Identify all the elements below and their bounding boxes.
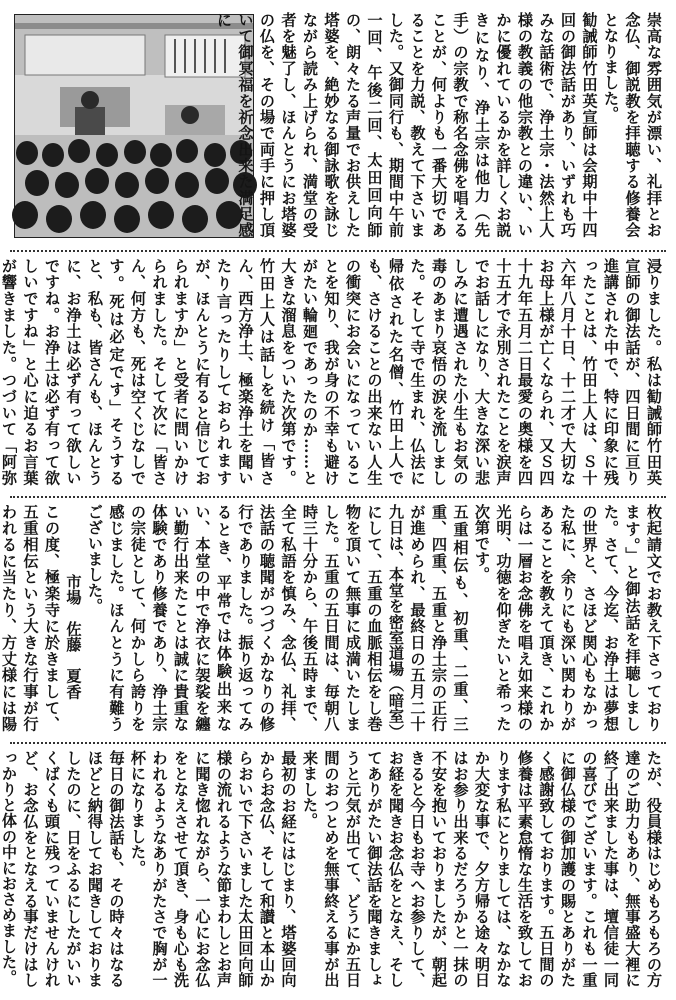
row3-paragraph-2: 五重相伝も、初重、二重、三重、四重、五重と浄土宗の正行が進められ、最終日の五月二十九日は、本堂を密室道場（暗室）にして、五重の血脈相伝をし巻物を頂いて無事に成満いたしました。五重の五日間は、毎朝八時三十分から、午後五時まで、全て私語を慎み、念仏、礼拝、法話の聴聞がつづくかなりの修行でありました。振り返ってみるとき、平常では体験出来ない、本堂の中で浄衣に袈裟を纏い勤行出来たことは誠に貴重な体験であり修養であり、浄土宗の宗徒として、何かしら誇りを感じました。ほんとうに有難うございました。 [86,504,470,732]
row3-paragraph-3: この度、極楽寺に於きまして、五重相伝という大きな行事が行われるに当たり、方丈様には陽 [0,504,61,732]
divider-1 [10,250,666,252]
divider-3 [10,742,666,744]
row1-text [215,12,664,238]
row4-paragraph-3: 毎日の御法話も、その時々はなるほどと納得してお聞きしておりましたのに、日をふるにしたがいいくばくも頭に残っていませんけれど、お念仏をとなえる事だけはしっかりと体の中におさめました。 [0,750,126,988]
row3-signature: 市場 佐藤 夏香 [64,574,83,700]
row4-text [0,750,664,988]
row2-text [0,258,664,486]
row1-paragraph-1: 崇高な雰囲気が漂い、礼拝とお念仏、御説教を拝聴する修養会となりました。 [602,12,663,238]
row1-paragraph-2: 勧誡師竹田英宣師は会期中十四回の御法話があり、いずれも巧みな話術で、浄土宗・法然上人様の教義の他宗教との違い、いかに優れているかを詳しくお説きになり、浄土宗は他力（先手）の宗教で称名念佛を唱えることが、何よりも一番大切であることを力説、教えて下さいました。又御同行も、期間中午前一回、午後二回、太田回向師の、朗々たる声量でお供えした塔婆を、絶妙なる御詠歌を詠じながら読み上げられ、満堂の受者を魅了し、ほんとうにお塔婆の仏を、その場で両手に押し頂いて御冥福を祈念出来た満足感に [215,12,599,238]
divider-2 [10,496,666,498]
row4-paragraph-1: たが、役員様はじめもろもろの方達のご助力もあり、無事盛大裡に終了出来ました事は、壇信徒一同の喜びでございます。これも一重に御仏様の御加護の賜とありがたく感謝致しております。五日間の修養は平素怠惰な生活を致しております私にとりましては、なかなか大変な事で、夕方帰る途々明日はお参り出来るだろうかと一抹の不安を抱いておりましたが、朝起きると今日もお寺へお参りして、お経を聞きお念仏をとなえ、そしてありがたい御法話を聞きましょうと元気が出てて、どうにか五日間のおつとめを無事終える事が出来ました。 [301,750,663,988]
row4-paragraph-2: 最初のお経にはじまり、塔婆回向からお念仏、そして和讃と本山からおいで下さいました太田回向師様の流れるような節まわしとお声に聞き惚れながら、一心にお念仏をとなえさせて頂き、身も心も洗われるようなありがたさで胸が一杯になりました。 [129,750,298,988]
row2-paragraph-1: 浸りました。私は勧誡師竹田英宣師の御法話が、四日間に亘り進講された中で、特に印象に残ったことは、竹田上人は、Ｓ十六年八月十日、十二才で大切なお母上様が亡くなられ、又Ｓ四十九年五月二日最愛の奥様を四十五才で永別されたことを涙声でお話しになり、大きな深い悲しみに遭遇された小生もお気の毒のあまり哀悟の涙を流しました。そして寺で生まれ、仏法に帰依された名僧、竹田上人でも、さけることの出来ない人生の衝突にお会いになっていることを知り、我が身の不幸も避けがたい輪廻であったのか……と大きな溜息をついた次第です。竹田上人は話しを続け「皆さん、西方浄土、極楽浄土を聞いたり言ったりしておられますが、ほんとうに有ると信じておられますか」と受者に問いかけられました。そして次に「皆さん、何方も、死は空くじなしです。死は必定です」そうすると、私も、皆さんも、ほんとうに、お浄土は必ず有って欲しいですね。お浄土は必ず有って欲しいですね」と心に迫るお言葉が響きました。つづいて「阿弥 [0,258,663,486]
row3-paragraph-1: 枚起請文でお教え下さっております。」と御法話を拝聴しました。さて、今迄、お浄土は夢想の世界と、さほど関心もなかった私に、余りにも深い関わりがあることを教えて頂き、これからは一層お念佛を唱え如来様の光明、功徳を仰ぎたいと希った次第です。 [473,504,663,732]
row3-text [0,504,664,732]
